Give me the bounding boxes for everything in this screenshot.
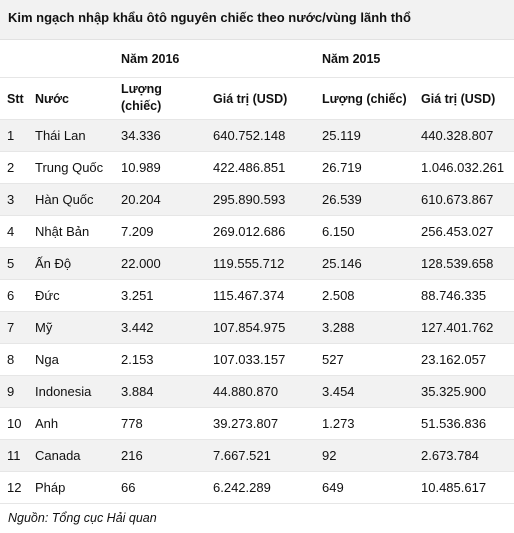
cell-stt: 6 bbox=[7, 288, 15, 303]
cell-stt: 5 bbox=[7, 256, 15, 271]
header-luong-2015: Lượng (chiếc) bbox=[322, 92, 407, 106]
table-row bbox=[0, 216, 514, 248]
cell-luong-2016: 34.336 bbox=[121, 128, 161, 143]
cell-stt: 2 bbox=[7, 160, 15, 175]
cell-nuoc: Pháp bbox=[35, 480, 66, 495]
cell-nuoc: Canada bbox=[35, 448, 81, 463]
header-gia-tri-2015: Giá trị (USD) bbox=[421, 92, 496, 106]
cell-stt: 11 bbox=[7, 448, 21, 463]
cell-gia-tri-2016: 7.667.521 bbox=[213, 448, 271, 463]
cell-luong-2016: 3.442 bbox=[121, 320, 154, 335]
cell-gia-tri-2015: 10.485.617 bbox=[421, 480, 487, 495]
cell-luong-2016: 2.153 bbox=[121, 352, 154, 367]
cell-nuoc: Mỹ bbox=[35, 320, 53, 335]
cell-gia-tri-2016: 6.242.289 bbox=[213, 480, 271, 495]
cell-nuoc: Indonesia bbox=[35, 384, 92, 399]
header-luong-2016-line2: (chiếc) bbox=[121, 99, 162, 113]
cell-gia-tri-2015: 610.673.867 bbox=[421, 192, 494, 207]
cell-luong-2015: 25.146 bbox=[322, 256, 362, 271]
cell-gia-tri-2016: 295.890.593 bbox=[213, 192, 286, 207]
cell-stt: 9 bbox=[7, 384, 15, 399]
table-body bbox=[0, 120, 514, 504]
table-row bbox=[0, 344, 514, 376]
table-row bbox=[0, 120, 514, 152]
cell-luong-2016: 3.884 bbox=[121, 384, 154, 399]
cell-stt: 1 bbox=[7, 128, 15, 143]
cell-gia-tri-2015: 23.162.057 bbox=[421, 352, 487, 367]
table-row bbox=[0, 472, 514, 504]
header-luong-2016-line1: Lượng bbox=[121, 82, 162, 96]
cell-nuoc: Đức bbox=[35, 288, 60, 303]
cell-luong-2016: 7.209 bbox=[121, 224, 154, 239]
source-note: Nguồn: Tổng cục Hải quan bbox=[8, 511, 157, 525]
cell-luong-2015: 3.454 bbox=[322, 384, 355, 399]
cell-nuoc: Trung Quốc bbox=[35, 160, 104, 175]
column-header-row bbox=[0, 78, 514, 120]
cell-luong-2015: 2.508 bbox=[322, 288, 355, 303]
cell-nuoc: Anh bbox=[35, 416, 59, 431]
cell-luong-2015: 3.288 bbox=[322, 320, 355, 335]
cell-stt: 7 bbox=[7, 320, 15, 335]
cell-luong-2016: 20.204 bbox=[121, 192, 161, 207]
table-row bbox=[0, 312, 514, 344]
cell-nuoc: Ấn Độ bbox=[35, 256, 72, 271]
cell-gia-tri-2016: 107.033.157 bbox=[213, 352, 286, 367]
cell-luong-2015: 1.273 bbox=[322, 416, 355, 431]
cell-gia-tri-2015: 440.328.807 bbox=[421, 128, 494, 143]
cell-luong-2015: 649 bbox=[322, 480, 344, 495]
cell-gia-tri-2016: 269.012.686 bbox=[213, 224, 286, 239]
table-row bbox=[0, 280, 514, 312]
year-header-row bbox=[0, 40, 514, 78]
cell-nuoc: Nhật Bản bbox=[35, 224, 90, 239]
cell-gia-tri-2015: 1.046.032.261 bbox=[421, 160, 505, 175]
cell-luong-2016: 216 bbox=[121, 448, 143, 463]
cell-gia-tri-2015: 35.325.900 bbox=[421, 384, 487, 399]
cell-stt: 12 bbox=[7, 480, 22, 495]
cell-gia-tri-2016: 115.467.374 bbox=[213, 288, 285, 303]
cell-luong-2016: 778 bbox=[121, 416, 143, 431]
cell-luong-2015: 26.539 bbox=[322, 192, 362, 207]
header-stt: Stt bbox=[7, 92, 24, 106]
table-row bbox=[0, 440, 514, 472]
cell-luong-2016: 10.989 bbox=[121, 160, 161, 175]
table-title: Kim ngạch nhập khẩu ôtô nguyên chiếc theo nước/vùng lãnh thổ bbox=[8, 10, 411, 25]
cell-stt: 4 bbox=[7, 224, 15, 239]
cell-luong-2016: 66 bbox=[121, 480, 136, 495]
table-row bbox=[0, 408, 514, 440]
cell-nuoc: Thái Lan bbox=[35, 128, 86, 143]
cell-stt: 8 bbox=[7, 352, 15, 367]
cell-gia-tri-2015: 128.539.658 bbox=[421, 256, 494, 271]
cell-luong-2015: 92 bbox=[322, 448, 337, 463]
cell-gia-tri-2016: 44.880.870 bbox=[213, 384, 279, 399]
cell-nuoc: Nga bbox=[35, 352, 59, 367]
cell-nuoc: Hàn Quốc bbox=[35, 192, 94, 207]
cell-gia-tri-2016: 39.273.807 bbox=[213, 416, 279, 431]
table-row bbox=[0, 248, 514, 280]
table-row bbox=[0, 184, 514, 216]
cell-gia-tri-2015: 2.673.784 bbox=[421, 448, 479, 463]
cell-gia-tri-2016: 119.555.712 bbox=[213, 256, 285, 271]
table-row bbox=[0, 152, 514, 184]
cell-luong-2015: 6.150 bbox=[322, 224, 355, 239]
cell-gia-tri-2016: 640.752.148 bbox=[213, 128, 286, 143]
cell-gia-tri-2015: 51.536.836 bbox=[421, 416, 487, 431]
cell-gia-tri-2015: 88.746.335 bbox=[421, 288, 487, 303]
cell-luong-2016: 3.251 bbox=[121, 288, 154, 303]
year-2016-label: Năm 2016 bbox=[121, 52, 180, 66]
cell-gia-tri-2016: 107.854.975 bbox=[213, 320, 286, 335]
cell-stt: 3 bbox=[7, 192, 15, 207]
year-2015-label: Năm 2015 bbox=[322, 52, 381, 66]
header-gia-tri-2016: Giá trị (USD) bbox=[213, 92, 288, 106]
cell-luong-2015: 527 bbox=[322, 352, 344, 367]
cell-stt: 10 bbox=[7, 416, 22, 431]
cell-gia-tri-2015: 256.453.027 bbox=[421, 224, 494, 239]
cell-luong-2015: 25.119 bbox=[322, 128, 361, 143]
table-row bbox=[0, 376, 514, 408]
cell-gia-tri-2016: 422.486.851 bbox=[213, 160, 286, 175]
cell-luong-2016: 22.000 bbox=[121, 256, 161, 271]
header-nuoc: Nước bbox=[35, 92, 69, 106]
cell-luong-2015: 26.719 bbox=[322, 160, 362, 175]
cell-gia-tri-2015: 127.401.762 bbox=[421, 320, 494, 335]
table-title-bar bbox=[0, 0, 514, 40]
